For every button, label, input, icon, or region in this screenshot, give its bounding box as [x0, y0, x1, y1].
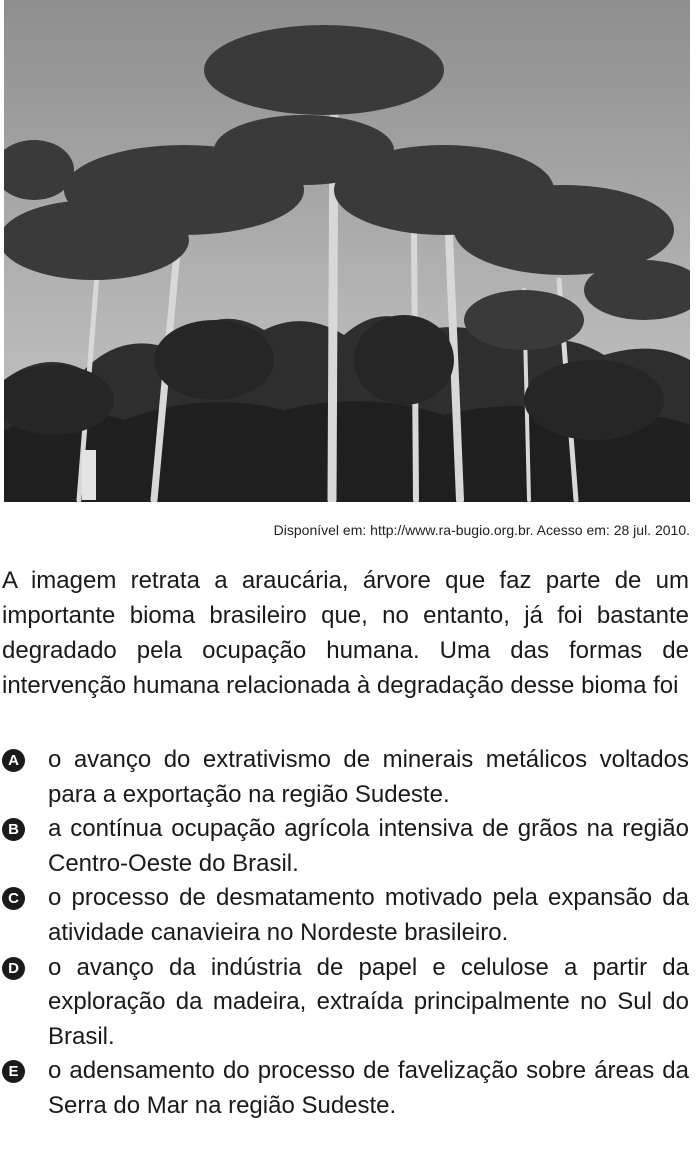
option-letter-c: C [2, 887, 25, 910]
question-stem: A imagem retrata a araucária, árvore que faz parte de um importante bioma brasileiro que, no entanto, já foi bastante degradado pela ocupação humana. Uma das formas de intervenção humana relacionada à degradação desse bioma foi [2, 567, 689, 699]
option-e[interactable] [2, 1054, 689, 1123]
option-letter-a: A [2, 749, 25, 772]
option-text-a: o avanço do extrativismo de minerais metálicos voltados para a exportação na região Sudeste. [48, 746, 689, 808]
option-c[interactable] [2, 881, 689, 950]
image-source-caption: Disponível em: http://www.ra-bugio.org.br. Acesso em: 28 jul. 2010. [273, 522, 690, 538]
option-text-c: o processo de desmatamento motivado pela expansão da atividade canavieira no Nordeste brasileiro. [48, 884, 689, 946]
araucaria-photo [4, 0, 690, 502]
option-text-b: a contínua ocupação agrícola intensiva de grãos na região Centro-Oeste do Brasil. [48, 815, 689, 877]
option-a[interactable] [2, 743, 689, 812]
option-text-d: o avanço da indústria de papel e celulose a partir da exploração da madeira, extraída principalmente no Sul do Brasil. [48, 953, 689, 1050]
option-b[interactable] [2, 812, 689, 881]
option-d[interactable] [2, 951, 689, 1055]
option-letter-b: B [2, 818, 25, 841]
option-text-e: o adensamento do processo de favelização sobre áreas da Serra do Mar na região Sudeste. [48, 1057, 689, 1119]
option-letter-e: E [2, 1060, 25, 1083]
option-letter-d: D [2, 957, 25, 980]
answer-options [2, 743, 689, 1124]
